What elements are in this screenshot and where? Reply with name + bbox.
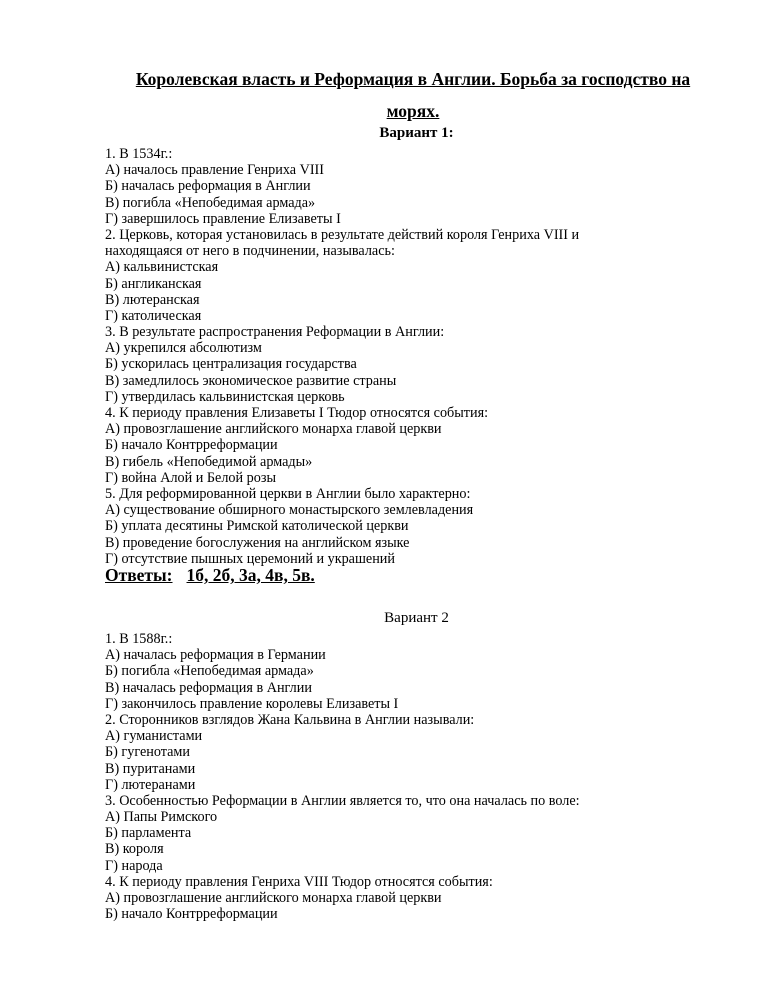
question-line: Б) начало Контрреформации [105,437,278,454]
question-line: Б) уплата десятины Римской католической церкви [105,518,409,535]
question-line: В) лютеранская [105,291,200,308]
question-line: А) существование обширного монастырского землевладения [105,502,474,519]
question-line: А) укрепился абсолютизм [105,340,262,357]
question-line: В) короля [105,841,164,858]
variant-1-answers [105,565,315,585]
question-line: Г) утвердилась кальвинистская церковь [105,388,345,405]
answers-values: 1б, 2б, 3а, 4в, 5в. [186,565,315,585]
question-line: В) замедлилось экономическое развитие страны [105,372,397,389]
question-line: А) гуманистами [105,728,203,745]
question-line: Г) народа [105,857,163,874]
question-line: 2. Сторонников взглядов Жана Кальвина в Англии называли: [105,711,475,728]
question-line: Г) закончилось правление королевы Елизаветы I [105,695,399,712]
question-line: 1. В 1534г.: [105,146,173,162]
question-line: Г) лютеранами [105,776,196,793]
question-line: Г) завершилось правление Елизаветы I [105,210,341,227]
variant-2-heading: Вариант 2 [384,610,449,626]
question-line: 4. К периоду правления Елизаветы I Тюдор относятся события: [105,405,489,421]
question-line: А) кальвинистская [105,259,219,276]
question-line: 4. К периоду правления Генриха VIII Тюдор относятся события: [105,873,493,890]
question-line: Г) война Алой и Белой розы [105,469,276,486]
variant-2-questions [105,631,745,922]
question-line: находящаяся от него в подчинении, называлась: [105,243,395,260]
question-line: Б) гугенотами [105,744,191,761]
question-line: А) провозглашение английского монарха главой церкви [105,890,442,906]
variant-1-questions [105,146,745,567]
question-line: А) Папы Римского [105,809,218,826]
question-line: Б) началась реформация в Англии [105,178,311,195]
question-line: 2. Церковь, которая установилась в результате действий короля Генриха VIII и [105,226,580,243]
question-line: Б) ускорилась централизация государства [105,356,357,373]
question-line: Б) начало Контрреформации [105,906,278,923]
document-title-line-1: Королевская власть и Реформация в Англии. Борьба за господство на [135,69,691,89]
question-line: 3. В результате распространения Реформации в Англии: [105,324,445,341]
question-line: 5. Для реформированной церкви в Англии было характерно: [105,485,471,502]
question-line: Г) католическая [105,307,202,324]
question-line: А) провозглашение английского монарха главой церкви [105,421,442,438]
question-line: В) погибла «Непобедимая армада» [105,194,316,211]
question-line: В) началась реформация в Англии [105,679,312,696]
question-line: А) началась реформация в Германии [105,647,326,664]
question-line: Б) англиканская [105,275,202,292]
question-line: В) проведение богослужения на английском языке [105,534,410,551]
question-line: А) началось правление Генриха VIII [105,162,325,179]
question-line: Б) парламента [105,825,192,842]
answers-label: Ответы: [105,565,173,585]
question-line: В) пуританами [105,760,196,777]
question-line: 3. Особенностью Реформации в Англии является то, что она началась по воле: [105,792,580,809]
document-title-line-2: морях. [386,101,440,121]
variant-1-heading: Вариант 1: [379,125,454,141]
question-line: Г) отсутствие пышных церемоний и украшений [105,550,395,567]
question-line: Б) погибла «Непобедимая армада» [105,663,314,680]
question-line: В) гибель «Непобедимой армады» [105,453,313,470]
question-line: 1. В 1588г.: [105,631,173,647]
